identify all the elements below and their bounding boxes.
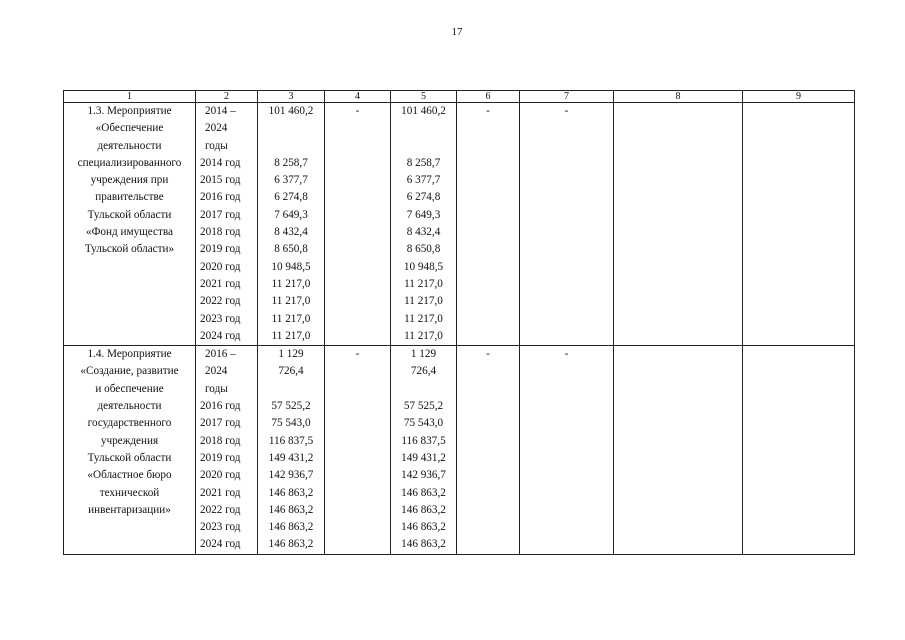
year-value: 149 431,2 [268, 451, 314, 464]
year-value: 75 543,0 [271, 417, 311, 430]
funding-col6: - [457, 103, 520, 346]
funding-col9 [743, 346, 855, 555]
total-value: 1 129 [410, 348, 437, 361]
page-number: 17 [451, 26, 463, 38]
year-value: 6 274,8 [406, 191, 441, 204]
year-value: 57 525,2 [403, 400, 444, 413]
year-value: 8 432,4 [406, 226, 441, 239]
year-value: 142 936,7 [401, 469, 446, 482]
year-value: 146 863,2 [268, 486, 314, 499]
year-value: 149 431,2 [401, 451, 446, 464]
table-row [64, 103, 855, 346]
year-value: 146 863,2 [401, 521, 446, 534]
funding-col4: - [325, 346, 391, 555]
period-line: годы [205, 139, 228, 152]
header-cell-3: 3 [258, 91, 325, 103]
year-value: 146 863,2 [401, 503, 446, 516]
total-value: 726,4 [410, 365, 437, 378]
activity-name: 1.3. Мероприятие «Обеспечение деятельности специализированного учреждения при правительстве Тульской области «Фонд имущества Тульской области» [64, 103, 196, 346]
year-value: 6 377,7 [406, 174, 441, 187]
total-value: 726,4 [278, 365, 304, 378]
year-label: 2016 год [200, 191, 241, 204]
year-value: 8 650,8 [274, 243, 308, 256]
table-row [64, 346, 855, 555]
funding-col4: - [325, 103, 391, 346]
year-value: 11 217,0 [404, 329, 443, 342]
total-value: 101 460,2 [268, 105, 314, 117]
year-label: 2023 год [200, 312, 241, 325]
year-label: 2017 год [200, 208, 241, 221]
year-value: 7 649,3 [406, 208, 441, 221]
spacer [258, 381, 324, 398]
year-value: 11 217,0 [271, 312, 311, 325]
year-value: 8 258,7 [406, 156, 441, 169]
header-cell-8: 8 [614, 91, 743, 103]
year-label: 2024 год [200, 329, 241, 342]
year-value: 8 258,7 [274, 156, 308, 169]
year-label: 2020 год [200, 260, 241, 273]
year-label: 2023 год [200, 521, 241, 534]
year-value: 8 650,8 [406, 243, 441, 256]
year-label: 2014 год [200, 156, 241, 169]
funding-col7: - [520, 346, 614, 555]
header-cell-6: 6 [457, 91, 520, 103]
year-label: 2018 год [200, 226, 241, 239]
spacer [258, 138, 324, 155]
year-value: 6 274,8 [274, 191, 308, 204]
funding-col8 [614, 346, 743, 555]
year-value: 11 217,0 [271, 329, 311, 342]
year-value: 11 217,0 [404, 295, 443, 308]
funding-col5 [391, 346, 457, 555]
year-value: 6 377,7 [274, 174, 308, 187]
header-cell-2: 2 [196, 91, 258, 103]
funding-col3 [258, 103, 325, 346]
year-label: 2022 год [200, 503, 241, 516]
header-row [64, 91, 855, 103]
year-value: 7 649,3 [274, 208, 308, 221]
spacer [258, 120, 324, 137]
year-value: 146 863,2 [268, 503, 314, 516]
activity-name: 1.4. Мероприятие «Создание, развитие и обеспечение деятельности государственного учреждения Тульской области «Областное бюро технической инвентаризации» [64, 346, 196, 555]
year-label: 2020 год [200, 469, 241, 482]
period-line: 2014 – [205, 105, 236, 117]
period-line: 2016 – [205, 348, 236, 361]
year-label: 2019 год [200, 451, 241, 464]
year-label: 2021 год [200, 486, 241, 499]
header-cell-1: 1 [64, 91, 196, 103]
period-line: 2024 [205, 122, 228, 135]
funding-table [63, 90, 855, 555]
total-value: 101 460,2 [401, 105, 446, 117]
year-value: 146 863,2 [401, 486, 446, 499]
header-cell-9: 9 [743, 91, 855, 103]
spacer [391, 138, 456, 155]
spacer [391, 120, 456, 137]
period-line: 2024 [205, 365, 228, 378]
year-value: 11 217,0 [404, 312, 443, 325]
funding-col7: - [520, 103, 614, 346]
header-cell-7: 7 [520, 91, 614, 103]
year-label: 2024 год [200, 538, 241, 551]
year-label: 2017 год [200, 417, 241, 430]
year-label: 2016 год [200, 400, 241, 413]
year-value: 116 837,5 [401, 434, 446, 447]
period-cell [196, 346, 258, 555]
year-label: 2019 год [200, 243, 241, 256]
funding-col8 [614, 103, 743, 346]
year-value: 146 863,2 [401, 538, 446, 551]
year-value: 10 948,5 [403, 260, 444, 273]
year-value: 57 525,2 [271, 400, 311, 413]
year-value: 75 543,0 [403, 417, 444, 430]
header-cell-5: 5 [391, 91, 457, 103]
year-value: 10 948,5 [271, 260, 311, 273]
period-line: годы [205, 382, 228, 395]
year-value: 116 837,5 [268, 434, 314, 447]
year-value: 8 432,4 [274, 226, 308, 239]
total-value: 1 129 [278, 348, 304, 361]
funding-col6: - [457, 346, 520, 555]
year-label: 2021 год [200, 277, 241, 290]
year-value: 11 217,0 [404, 277, 443, 290]
year-label: 2015 год [200, 174, 241, 187]
funding-col3 [258, 346, 325, 555]
table-body [64, 103, 855, 555]
year-value: 146 863,2 [268, 521, 314, 534]
funding-col5 [391, 103, 457, 346]
year-value: 11 217,0 [271, 277, 311, 290]
year-value: 142 936,7 [268, 469, 314, 482]
year-label: 2018 год [200, 434, 241, 447]
year-label: 2022 год [200, 295, 241, 308]
header-cell-4: 4 [325, 91, 391, 103]
period-cell [196, 103, 258, 346]
spacer [391, 381, 456, 398]
year-value: 11 217,0 [271, 295, 311, 308]
funding-col9 [743, 103, 855, 346]
year-value: 146 863,2 [268, 538, 314, 551]
